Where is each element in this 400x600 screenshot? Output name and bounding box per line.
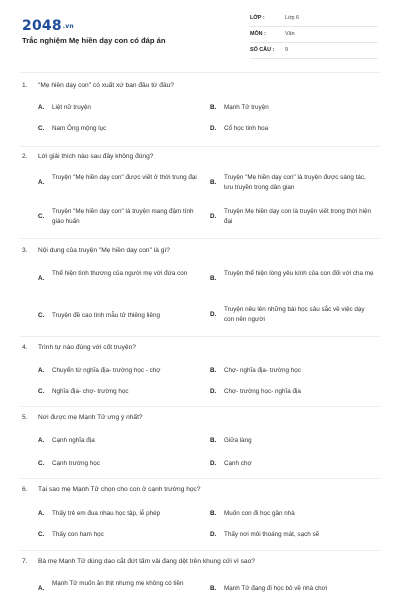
option-text: Muốn con đi học gần nhà [224, 510, 295, 517]
option-letter: B. [210, 179, 217, 186]
page-header [0, 0, 400, 70]
option-c[interactable] [38, 207, 203, 227]
question-divider [20, 146, 380, 147]
option-text: Cổ học tinh hoa [224, 125, 269, 132]
quiz-title: Trắc nghiệm Mẹ hiền dạy con có đáp án [22, 36, 166, 45]
option-text: Cạnh trường học [52, 460, 100, 467]
option-letter: C. [38, 460, 45, 467]
option-text: Mạnh Tử truyện [224, 104, 269, 111]
meta-value: Văn [285, 31, 295, 37]
question-number: 2. [22, 153, 28, 160]
question-number: 1. [22, 82, 28, 89]
option-letter: B. [210, 275, 217, 282]
option-letter: A. [38, 585, 45, 592]
option-letter: D. [210, 213, 217, 220]
question-text: "Mẹ hiền dạy con" có xuất xứ ban đầu từ đâu? [38, 82, 174, 89]
option-text: Truyện "Mẹ hiền dạy con" là truyện được sáng tác, lưu truyền trong dân gian [224, 174, 366, 191]
option-d[interactable] [210, 207, 375, 227]
question-stem [22, 153, 378, 160]
option-letter: D. [210, 311, 217, 318]
option-letter: B. [210, 367, 217, 374]
option-text: Mạnh Tử muốn ăn thịt nhưng mẹ không có tiền [52, 580, 184, 587]
meta-row-class [250, 13, 378, 27]
option-text: Thấy trẻ em đua nhau học tập, lễ phép [52, 510, 161, 517]
option-text: Nam Ông mộng lục [52, 125, 107, 132]
question-stem [22, 486, 378, 493]
question-stem [22, 558, 378, 565]
option-letter: C. [38, 213, 45, 220]
option-text: Thấy nơi môi thoáng mát, sạch sẽ [224, 531, 320, 538]
question-divider [20, 238, 380, 239]
option-text: Thể hiện tình thương của người mẹ với đứa con [52, 270, 188, 277]
option-text: Chợ- nghĩa địa- trường học [224, 367, 301, 374]
option-letter: C. [38, 312, 45, 319]
question-divider [20, 406, 380, 407]
question-number: 5. [22, 414, 28, 421]
meta-underline [250, 58, 378, 59]
option-letter: D. [210, 125, 217, 132]
option-a[interactable] [38, 173, 203, 193]
option-letter: D. [210, 388, 217, 395]
option-text: Giữa làng [224, 437, 252, 444]
logo-suffix: .vn [62, 22, 74, 30]
option-text: Nghĩa địa- chợ- trường học [52, 388, 129, 395]
meta-row-subject [250, 29, 378, 43]
question-stem [22, 82, 378, 89]
question-text: Tại sao mẹ Mạnh Tử chọn cho con ở cạnh trường học? [38, 486, 201, 493]
option-letter: B. [210, 104, 217, 111]
option-text: Truyện "Mẹ hiền dạy con" là truyện mang đậm tính giáo huấn [52, 208, 194, 225]
option-text: Mạnh Tử đang đi học bỏ về nhà chơi [224, 585, 328, 592]
question-divider [20, 478, 380, 479]
meta-value: Lớp 6 [285, 15, 300, 21]
option-letter: B. [210, 437, 217, 444]
option-d[interactable] [210, 305, 375, 325]
option-b[interactable] [210, 269, 375, 289]
question-number: 6. [22, 486, 28, 493]
option-text: Truyện thể hiện lòng yêu kính của con đối với cha mẹ [224, 270, 374, 277]
option-text: Chợ- trường học- nghĩa địa [224, 388, 301, 395]
header-divider [20, 72, 380, 73]
option-text: Cạnh chợ [224, 460, 252, 467]
option-text: Truyện Mẹ hiền dạy con là truyện viết trong thời hiện đại [224, 208, 372, 225]
question-stem [22, 247, 378, 254]
question-text: Trình tự nào đúng với cốt truyện? [38, 344, 136, 351]
option-letter: B. [210, 510, 217, 517]
meta-label: LỚP : [250, 15, 265, 21]
option-letter: C. [38, 388, 45, 395]
question-stem [22, 344, 378, 351]
meta-row-count [250, 45, 378, 59]
question-number: 4. [22, 344, 28, 351]
option-text: Liệt nữ truyện [52, 104, 91, 111]
option-a[interactable] [38, 269, 203, 289]
meta-value: 9 [285, 47, 288, 53]
option-letter: D. [210, 460, 217, 467]
option-letter: B. [210, 585, 217, 592]
option-text: Chuyển từ nghĩa địa- trường học - chợ [52, 367, 161, 374]
option-letter: A. [38, 179, 45, 186]
question-stem [22, 414, 378, 421]
meta-label: SỐ CÂU : [250, 47, 275, 53]
question-number: 7. [22, 558, 28, 565]
question-text: Nội dung của truyện "Mẹ hiền dạy con" là gì? [38, 247, 170, 254]
option-letter: A. [38, 104, 45, 111]
meta-underline [250, 26, 378, 27]
option-letter: A. [38, 437, 45, 444]
option-text: Thấy con ham học [52, 531, 104, 538]
question-divider [20, 550, 380, 551]
meta-label: MÔN : [250, 31, 266, 37]
option-letter: A. [38, 367, 45, 374]
question-text: Bà mẹ Mạnh Tử dùng dao cắt đứt tấm vải đang dệt trên khung cửi vì sao? [38, 558, 255, 565]
question-divider [20, 336, 380, 337]
option-text: Truyện nêu lên những bài học sâu sắc về việc dạy con nên người [224, 306, 365, 323]
option-letter: D. [210, 531, 217, 538]
question-text: Nơi được mẹ Mạnh Tử ưng ý nhất? [38, 414, 143, 421]
option-a[interactable] [38, 579, 203, 599]
option-b[interactable] [210, 173, 375, 193]
option-letter: C. [38, 531, 45, 538]
option-text: Truyện đề cao tình mẫu tử thiêng liêng [52, 312, 160, 319]
logo-text: 2048 [22, 18, 62, 34]
option-letter: A. [38, 275, 45, 282]
option-text: Truyện "Mẹ hiền dạy con" được viết ở thời trung đại [52, 174, 197, 181]
option-letter: C. [38, 125, 45, 132]
option-letter: A. [38, 510, 45, 517]
question-number: 3. [22, 247, 28, 254]
site-logo[interactable] [22, 18, 74, 34]
meta-underline [250, 42, 378, 43]
option-text: Cạnh nghĩa địa [52, 437, 95, 444]
question-text: Lời giải thích nào sau đây không đúng? [38, 153, 154, 160]
